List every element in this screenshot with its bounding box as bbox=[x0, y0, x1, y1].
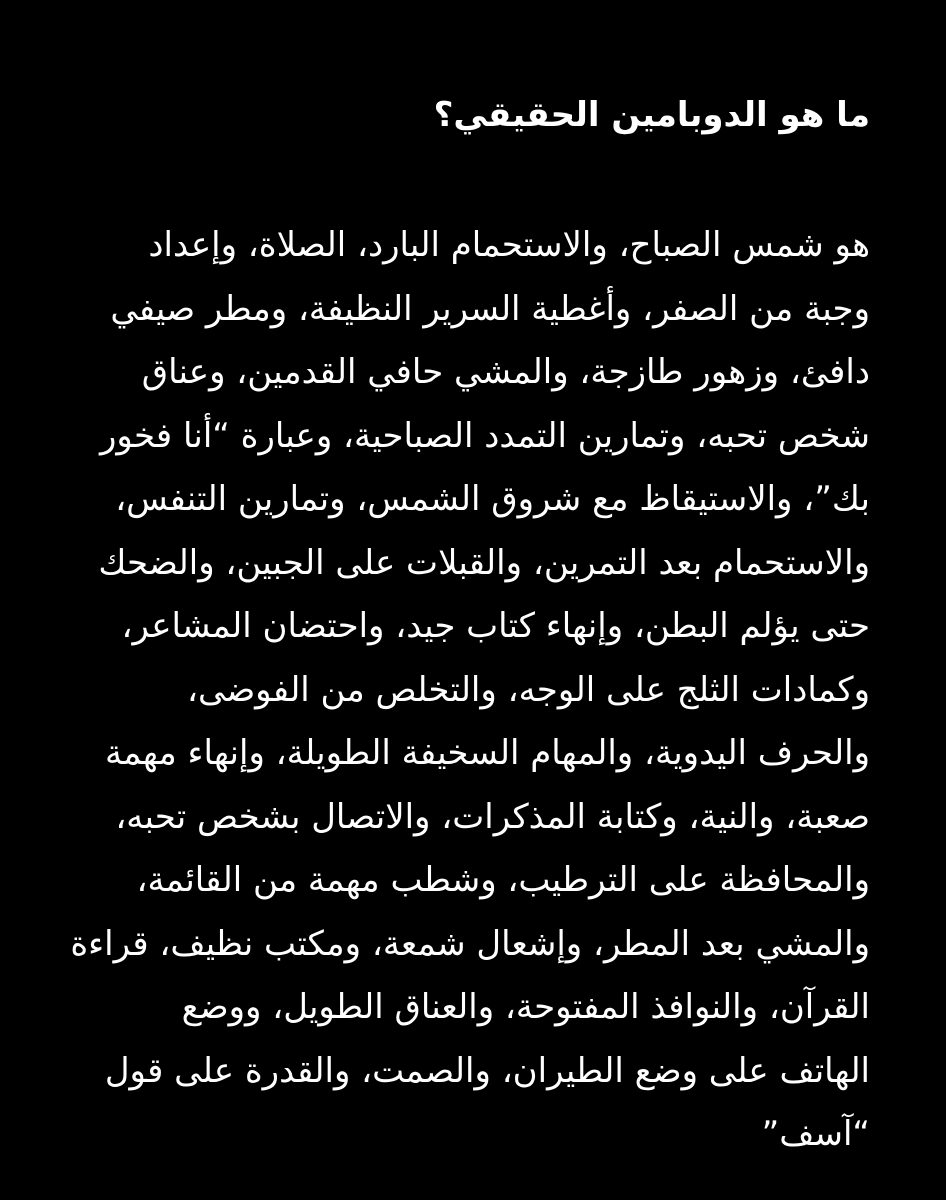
body-line: والاستحمام بعد التمرين، والقبلات على الجبين، والضحك bbox=[98, 542, 870, 583]
body-line: حتى يؤلم البطن، وإنهاء كتاب جيد، واحتضان المشاعر، bbox=[121, 606, 870, 646]
body-line: بك”، والاستيقاظ مع شروق الشمس، وتمارين التنفس، bbox=[115, 479, 870, 519]
body-line: والمشي بعد المطر، وإشعال شمعة، ومكتب نظيف، قراءة bbox=[70, 923, 870, 964]
body-line: “آسف” bbox=[761, 1114, 870, 1154]
body-line: القرآن، والنوافذ المفتوحة، والعناق الطويل، ووضع bbox=[181, 987, 870, 1027]
body-line: والحرف اليدوية، والمهام السخيفة الطويلة، وإنهاء مهمة bbox=[104, 733, 870, 773]
body-line: صعبة، والنية، وكتابة المذكرات، والاتصال بشخص تحبه، bbox=[115, 796, 870, 837]
body-line: الهاتف على وضع الطيران، والصمت، والقدرة على قول bbox=[104, 1050, 870, 1091]
body-line: والمحافظة على الترطيب، وشطب مهمة من القائمة، bbox=[136, 860, 870, 900]
body-line: وكمادات الثلج على الوجه، والتخلص من الفوضى، bbox=[187, 669, 870, 710]
body-line: هو شمس الصباح، والاستحمام البارد، الصلاة، وإعداد bbox=[148, 225, 870, 265]
body-line: شخص تحبه، وتمارين التمدد الصباحية، وعبارة “أنا فخور bbox=[100, 415, 870, 456]
document-title: ما هو الدوبامين الحقيقي؟ bbox=[433, 95, 870, 135]
body-line: دافئ، وزهور طازجة، والمشي حافي القدمين، وعناق bbox=[141, 352, 870, 392]
document-body bbox=[60, 214, 870, 1167]
body-line: وجبة من الصفر، وأغطية السرير النظيفة، ومطر صيفي bbox=[110, 288, 870, 329]
